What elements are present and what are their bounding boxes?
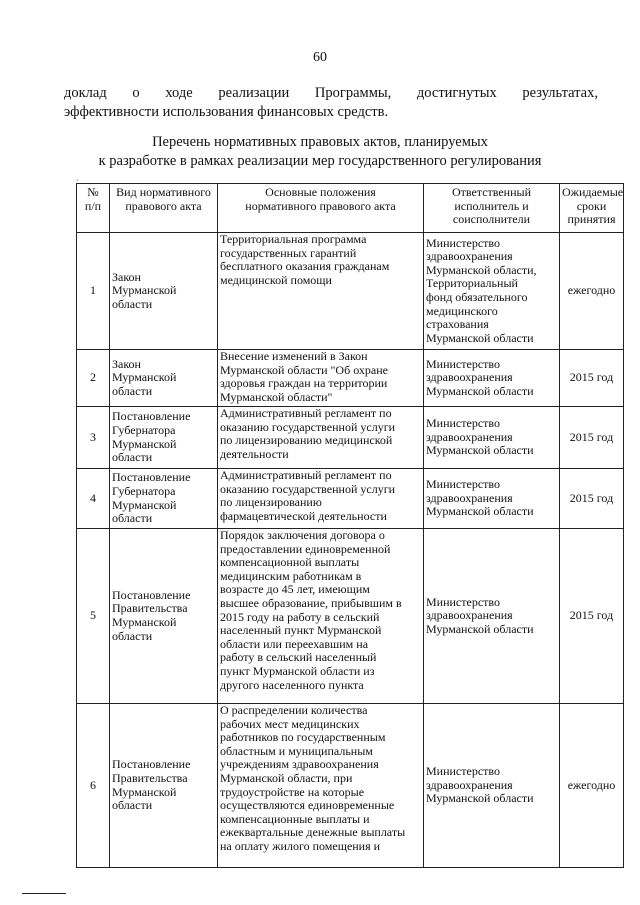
cell-provisions bbox=[218, 350, 424, 407]
cell-responsible-line: Мурманской области, bbox=[426, 262, 537, 277]
cell-act-type-line: Мурманской bbox=[112, 283, 177, 298]
cell-provisions-line: оказанию государственной услуги bbox=[220, 419, 396, 434]
cell-responsible-line: страхования bbox=[426, 317, 489, 332]
cell-act-type-line: Закон bbox=[112, 269, 141, 284]
cell-act-type bbox=[110, 233, 218, 350]
cell-provisions-line: другого населенного пункта bbox=[220, 677, 364, 692]
header-act-type bbox=[110, 184, 218, 233]
footer-rule bbox=[22, 893, 66, 894]
cell-number: 3 bbox=[77, 407, 110, 469]
cell-responsible bbox=[424, 704, 560, 868]
cell-term: 2015 год bbox=[560, 469, 624, 529]
cell-provisions-line: деятельности bbox=[220, 446, 289, 461]
cell-responsible-line: Министерство bbox=[426, 356, 500, 371]
cell-provisions-line: Мурманской области" bbox=[220, 389, 333, 404]
cell-provisions-line: на оплату жилого помещения и bbox=[220, 838, 381, 853]
cell-provisions-line: ежеквартальные денежные выплаты bbox=[220, 825, 406, 840]
cell-responsible-line: Министерство bbox=[426, 764, 500, 779]
cell-provisions-line: работников по государственным bbox=[220, 730, 386, 745]
heading-line-2: к разработке в рамках реализации мер государственного регулирования bbox=[98, 153, 542, 169]
cell-responsible-line: Мурманской области bbox=[426, 330, 534, 345]
cell-provisions-line: трудоустройстве на которые bbox=[220, 784, 365, 799]
cell-responsible bbox=[424, 233, 560, 350]
cell-provisions-line: рабочих мест медицинских bbox=[220, 716, 360, 731]
cell-provisions-line: фармацевтической деятельности bbox=[220, 508, 387, 523]
cell-provisions-line: медицинским работникам в bbox=[220, 568, 362, 583]
cell-responsible-line: Министерство bbox=[426, 477, 500, 492]
intro-paragraph bbox=[64, 84, 598, 122]
cell-provisions-line: Мурманской области, при bbox=[220, 770, 353, 785]
header-text: исполнитель и bbox=[454, 198, 529, 213]
cell-act-type-line: Закон bbox=[112, 356, 141, 371]
cell-term: ежегодно bbox=[560, 704, 624, 868]
cell-provisions-line: О распределении количества bbox=[220, 703, 368, 717]
cell-act-type-line: области bbox=[112, 383, 153, 398]
legal-acts-table bbox=[76, 183, 624, 868]
cell-provisions-line: Внесение изменений в Закон bbox=[220, 349, 368, 363]
cell-act-type-line: Губернатора bbox=[112, 422, 176, 437]
cell-responsible-line: здравоохранения bbox=[426, 608, 513, 623]
cell-act-type-line: Правительства bbox=[112, 601, 188, 616]
cell-act-type bbox=[110, 350, 218, 407]
cell-responsible-line: Министерство bbox=[426, 416, 500, 431]
header-text: Ожидаемые bbox=[562, 185, 624, 199]
cell-provisions-line: бесплатного оказания гражданам bbox=[220, 259, 390, 274]
cell-act-type-line: области bbox=[112, 450, 153, 465]
cell-act-type-line: Губернатора bbox=[112, 483, 176, 498]
cell-provisions-line: областным и муниципальным bbox=[220, 743, 373, 758]
cell-term: 2015 год bbox=[560, 407, 624, 469]
cell-provisions-line: Порядок заключения договора о bbox=[220, 528, 385, 542]
cell-provisions-line: населенный пункт Мурманской bbox=[220, 623, 382, 638]
header-number bbox=[77, 184, 110, 233]
cell-provisions-line: оказанию государственной услуги bbox=[220, 481, 396, 496]
cell-responsible-line: Мурманской области bbox=[426, 443, 534, 458]
cell-act-type-line: области bbox=[112, 798, 153, 813]
cell-act-type-line: области bbox=[112, 296, 153, 311]
cell-act-type-line: Постановление bbox=[112, 470, 191, 485]
cell-responsible bbox=[424, 469, 560, 529]
cell-act-type bbox=[110, 407, 218, 469]
cell-provisions-line: компенсационные выплаты и bbox=[220, 811, 370, 826]
cell-responsible-line: Мурманской области bbox=[426, 504, 534, 519]
cell-provisions-line: области или переехавшим на bbox=[220, 636, 369, 651]
cell-responsible-line: здравоохранения bbox=[426, 249, 513, 264]
cell-number: 1 bbox=[77, 233, 110, 350]
cell-act-type-line: Мурманской bbox=[112, 615, 177, 629]
header-text: соисполнители bbox=[452, 212, 531, 227]
scan-mark: ` bbox=[76, 178, 79, 188]
intro-line-1: доклад о ходе реализации Программы, достигнутых результатах, bbox=[64, 85, 598, 101]
cell-act-type-line: Мурманской bbox=[112, 436, 177, 451]
header-responsible bbox=[424, 184, 560, 233]
cell-provisions-line: возрасте до 45 лет, имеющим bbox=[220, 582, 370, 597]
cell-number: 4 bbox=[77, 469, 110, 529]
cell-act-type-line: Мурманской bbox=[112, 497, 177, 512]
header-text: № bbox=[87, 185, 99, 199]
cell-act-type-line: Мурманской bbox=[112, 370, 177, 385]
cell-provisions-line: высшее образование, прибывшим в bbox=[220, 595, 402, 610]
cell-term: 2015 год bbox=[560, 529, 624, 704]
cell-act-type-line: области bbox=[112, 628, 153, 643]
cell-responsible-line: фонд обязательного bbox=[426, 290, 528, 304]
header-text: принятия bbox=[567, 212, 616, 227]
cell-number: 6 bbox=[77, 704, 110, 868]
cell-responsible-line: медицинского bbox=[426, 303, 498, 318]
header-provisions bbox=[218, 184, 424, 233]
cell-responsible-line: Министерство bbox=[426, 594, 500, 609]
header-text: Вид нормативного bbox=[116, 185, 211, 199]
cell-provisions-line: Административный регламент по bbox=[220, 406, 392, 420]
cell-responsible-line: здравоохранения bbox=[426, 777, 513, 792]
cell-number: 2 bbox=[77, 350, 110, 407]
cell-responsible bbox=[424, 350, 560, 407]
cell-responsible-line: Мурманской области bbox=[426, 791, 534, 806]
cell-provisions-line: Административный регламент по bbox=[220, 468, 392, 482]
cell-provisions-line: учреждениям здравоохранения bbox=[220, 757, 379, 772]
cell-act-type-line: Постановление bbox=[112, 757, 191, 772]
cell-provisions-line: компенсационной выплаты bbox=[220, 555, 360, 570]
table-row bbox=[77, 469, 624, 529]
cell-provisions-line: предоставлении единовременной bbox=[220, 541, 391, 556]
heading-line-1: Перечень нормативных правовых актов, планируемых bbox=[152, 134, 488, 150]
cell-act-type-line: Правительства bbox=[112, 770, 188, 785]
header-term bbox=[560, 184, 624, 233]
cell-act-type bbox=[110, 704, 218, 868]
cell-act-type-line: области bbox=[112, 511, 153, 526]
table-row bbox=[77, 704, 624, 868]
page-number: 60 bbox=[313, 50, 327, 65]
cell-act-type-line: Мурманской bbox=[112, 784, 177, 799]
header-text: Основные положения bbox=[265, 185, 376, 199]
table-row bbox=[77, 350, 624, 407]
table-body bbox=[77, 233, 624, 868]
cell-term: 2015 год bbox=[560, 350, 624, 407]
table-row bbox=[77, 407, 624, 469]
cell-provisions-line: по лицензированию bbox=[220, 495, 322, 510]
cell-responsible-line: здравоохранения bbox=[426, 429, 513, 444]
cell-provisions bbox=[218, 233, 424, 350]
cell-term: ежегодно bbox=[560, 233, 624, 350]
cell-responsible bbox=[424, 407, 560, 469]
header-text: сроки bbox=[576, 198, 607, 213]
intro-line-2: эффективности использования финансовых средств. bbox=[64, 104, 389, 120]
cell-responsible-line: здравоохранения bbox=[426, 490, 513, 505]
cell-responsible bbox=[424, 529, 560, 704]
cell-provisions-line: осуществляются единовременные bbox=[220, 798, 395, 813]
header-text: п/п bbox=[84, 198, 102, 213]
cell-provisions-line: по лицензированию медицинской bbox=[220, 433, 393, 448]
cell-provisions-line: здоровья граждан на территории bbox=[220, 376, 388, 391]
cell-act-type-line: Постановление bbox=[112, 409, 191, 424]
table-header-row bbox=[77, 184, 624, 233]
cell-provisions-line: государственных гарантий bbox=[220, 245, 357, 260]
header-text: Ответственный bbox=[451, 185, 532, 199]
cell-responsible-line: Министерство bbox=[426, 235, 500, 250]
cell-provisions bbox=[218, 704, 424, 868]
cell-provisions-line: медицинской помощи bbox=[220, 272, 332, 287]
cell-number: 5 bbox=[77, 529, 110, 704]
cell-provisions-line: Территориальная программа bbox=[220, 232, 367, 246]
cell-act-type bbox=[110, 469, 218, 529]
header-text: правового акта bbox=[125, 198, 202, 213]
cell-provisions-line: пункт Мурманской области из bbox=[220, 663, 375, 678]
table-row bbox=[77, 529, 624, 704]
cell-provisions bbox=[218, 529, 424, 704]
cell-provisions-line: 2015 году на работу в сельский bbox=[220, 609, 380, 624]
table-row bbox=[77, 233, 624, 350]
cell-provisions-line: Мурманской области "Об охране bbox=[220, 362, 388, 377]
cell-act-type-line: Постановление bbox=[112, 587, 191, 602]
cell-responsible-line: Мурманской области bbox=[426, 621, 534, 636]
cell-provisions bbox=[218, 407, 424, 469]
cell-responsible-line: Мурманской области bbox=[426, 383, 534, 398]
cell-act-type bbox=[110, 529, 218, 704]
cell-provisions-line: работу в сельский населенный bbox=[220, 650, 377, 665]
cell-responsible-line: здравоохранения bbox=[426, 370, 513, 385]
cell-responsible-line: Территориальный bbox=[426, 276, 518, 291]
cell-provisions bbox=[218, 469, 424, 529]
header-text: нормативного правового акта bbox=[245, 198, 396, 213]
section-heading bbox=[40, 133, 600, 171]
